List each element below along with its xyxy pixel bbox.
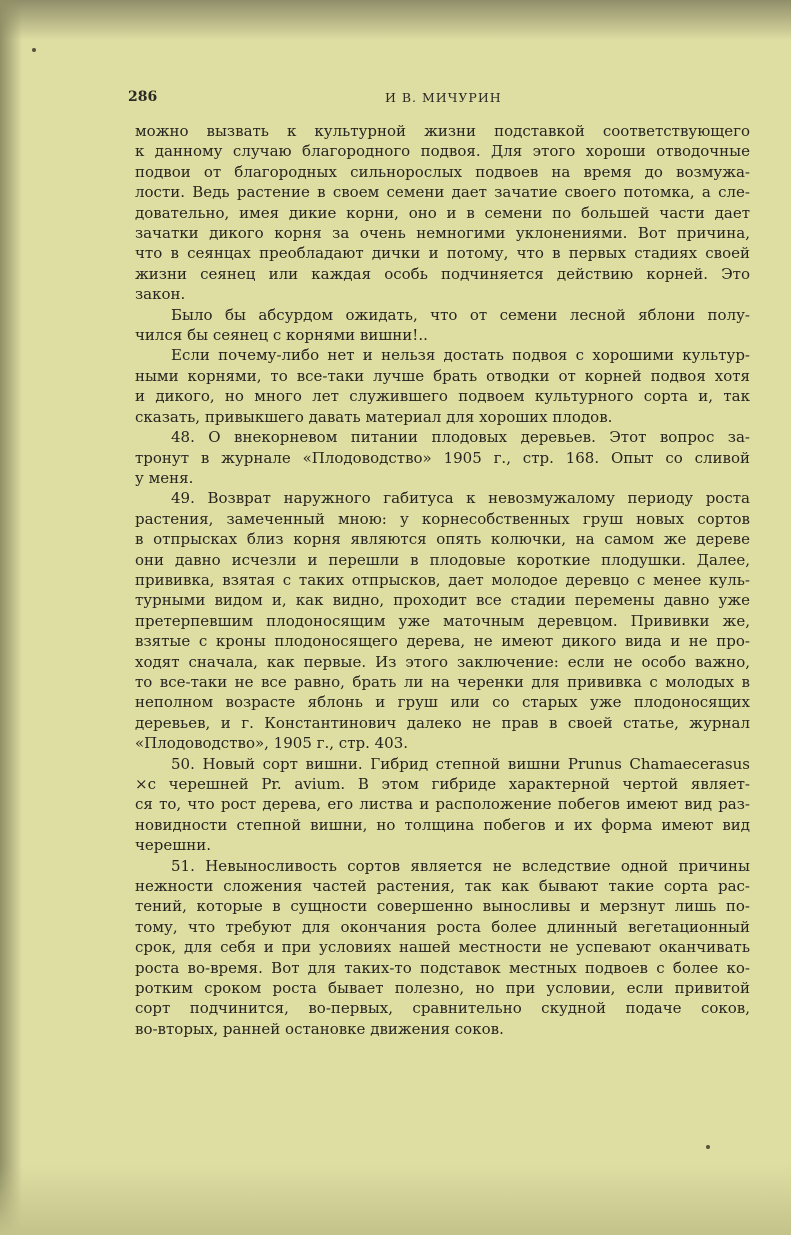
text-line: что в сеянцах преобладают дички и потому, что в первых стадиях своей <box>135 244 750 263</box>
text-line: срок, для себя и при условиях нашей местности не успевают оканчивать <box>135 938 750 957</box>
text-line: 49. Возврат наружного габитуса к невозмужалому периоду роста <box>171 489 750 508</box>
text-line: во-вторых, ранней остановке движения соков. <box>135 1019 504 1038</box>
text-line: претерпевшим плодоносящим уже маточным деревцом. Прививки же, <box>135 611 750 630</box>
page-bottom-shadow <box>0 1165 791 1235</box>
text-line: неполном возрасте яблонь и груш или со старых уже плодоносящих <box>135 693 750 712</box>
text-line: тому, что требуют для окончания роста более длинный вегетационный <box>135 917 750 936</box>
text-line: зачатки дикого корня за очень немногими уклонениями. Вот причина, <box>135 224 750 243</box>
text-line: у меня. <box>135 468 194 487</box>
page-top-shadow <box>0 0 791 40</box>
text-line: в отпрысках близ корня являются опять колючки, на самом же дереве <box>135 530 750 549</box>
running-title: И В. МИЧУРИН <box>385 90 502 105</box>
text-line: и дикого, но много лет служившего подвоем культурного сорта и, так <box>135 387 750 406</box>
text-line: роста во-время. Вот для таких-то подставок местных подвоев с более ко- <box>135 958 750 977</box>
page-binding-shadow <box>0 0 22 1235</box>
text-line: сказать, привыкшего давать материал для хороших плодов. <box>135 407 613 426</box>
text-line: ся то, что рост дерева, его листва и расположение побегов имеют вид раз- <box>135 795 750 814</box>
text-line: ротким сроком роста бывает полезно, но при условии, если привитой <box>135 979 750 998</box>
text-line: тений, которые в сущности совершенно выносливы и мерзнут лишь по- <box>135 897 750 916</box>
body-text <box>135 121 750 1039</box>
text-line: можно вызвать к культурной жизни подставкой соответствующего <box>135 122 750 140</box>
text-line: турными видом и, как видно, проходит все стадии перемены давно уже <box>135 591 750 610</box>
text-line: 50. Новый сорт вишни. Гибрид степной вишни Prunus Chamaecerasus <box>171 754 750 773</box>
text-line: чился бы сеянец с корнями вишни!.. <box>135 326 428 345</box>
text-line: растения, замеченный мною: у корнесобственных груш новых сортов <box>135 509 750 528</box>
text-line: ×с черешней Pr. avium. В этом гибриде характерной чертой являет- <box>135 775 750 793</box>
text-line: Если почему-либо нет и нельзя достать подвоя с хорошими культур- <box>171 346 750 365</box>
text-line: прививка, взятая с таких отпрысков, дает молодое деревцо с менее куль- <box>135 570 750 589</box>
text-line: деревьев, и г. Константинович далеко не прав в своей статье, журнал <box>135 713 750 732</box>
text-line: закон. <box>135 285 186 304</box>
text-line: тронут в журнале «Плодоводство» 1905 г., стр. 168. Опыт со сливой <box>135 448 750 467</box>
text-line: довательно, имея дикие корни, оно и в семени по большей части дает <box>135 203 750 222</box>
text-line: лости. Ведь растение в своем семени дает зачатие своего потомка, а сле- <box>135 183 750 202</box>
page-number: 286 <box>128 89 158 105</box>
text-line: взятые с кроны плодоносящего дерева, не имеют дикого вида и не про- <box>135 632 750 651</box>
text-line: то все-таки не все равно, брать ли на черенки для прививка с молодых в <box>135 672 750 691</box>
text-line: они давно исчезли и перешли в плодовые короткие плодушки. Далее, <box>135 550 750 569</box>
paper-speck <box>32 48 36 52</box>
text-line: ными корнями, то все-таки лучше брать отводки от корней подвоя хотя <box>135 366 750 385</box>
text-line: новидности степной вишни, но толщина побегов и их форма имеют вид <box>135 815 750 834</box>
text-line: сорт подчинится, во-первых, сравнительно скудной подаче соков, <box>135 999 750 1018</box>
text-line: Было бы абсурдом ожидать, что от семени лесной яблони полу- <box>171 305 750 324</box>
paper-speck <box>706 1145 710 1149</box>
text-line: жизни сеянец или каждая особь подчиняется действию корней. Это <box>135 264 750 283</box>
text-line: нежности сложения частей растения, так как бывают такие сорта рас- <box>135 877 750 896</box>
text-line: к данному случаю благородного подвоя. Для этого хороши отводочные <box>135 142 750 161</box>
text-line: ходят сначала, как первые. Из этого заключение: если не особо важно, <box>135 652 750 671</box>
text-line: подвои от благородных сильнорослых подвоев на время до возмужа- <box>135 162 750 181</box>
text-line: 48. О внекорневом питании плодовых деревьев. Этот вопрос за- <box>171 428 750 447</box>
text-line: черешни. <box>135 836 211 855</box>
text-line: «Плодоводство», 1905 г., стр. 403. <box>135 734 409 753</box>
text-line: 51. Невыносливость сортов является не вследствие одной причины <box>171 856 750 875</box>
page-header <box>128 89 756 109</box>
